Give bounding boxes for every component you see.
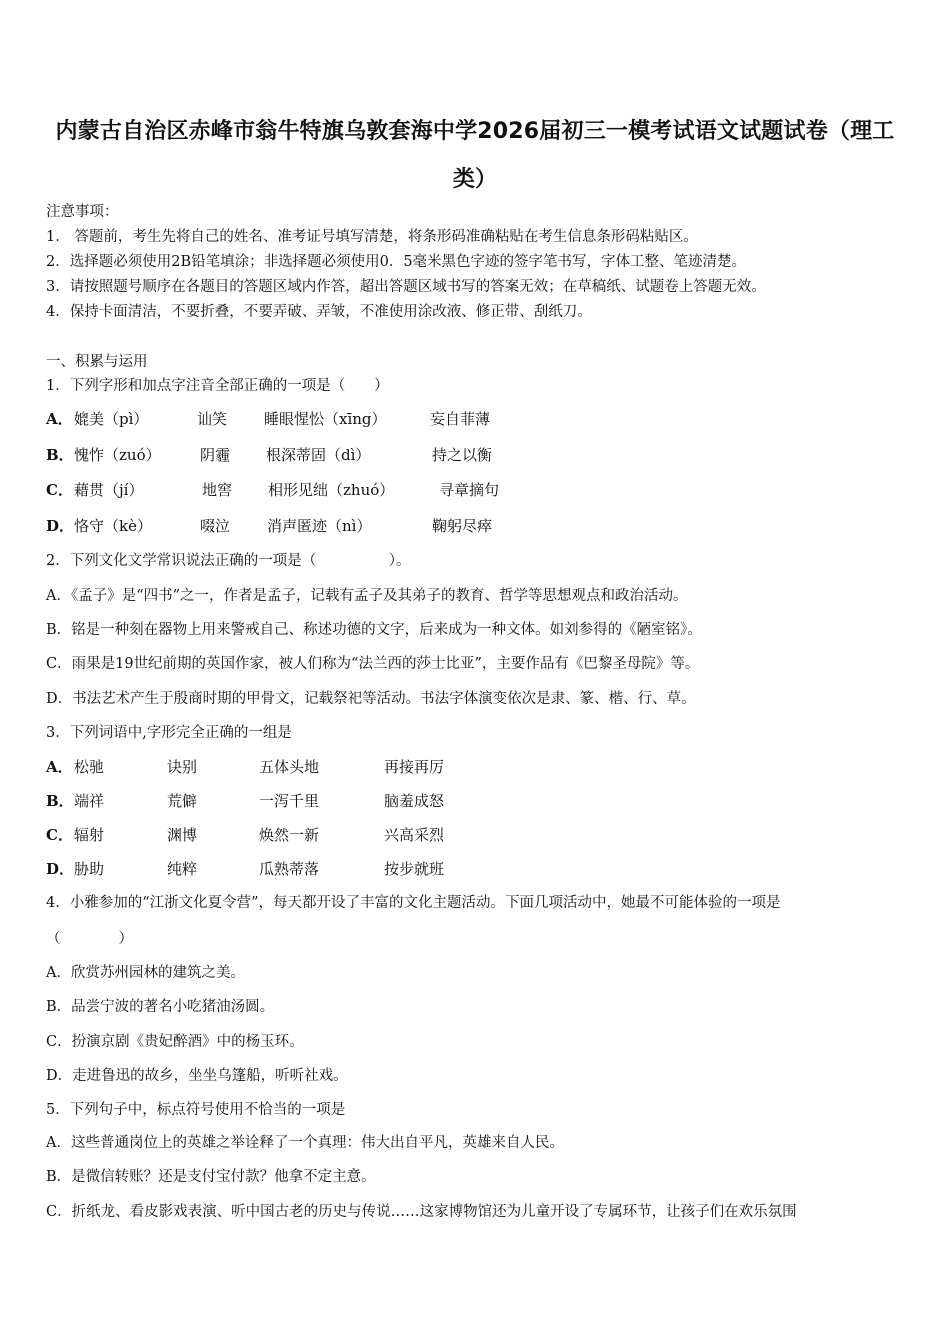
option-word: 消声匿迹（nì） — [267, 517, 372, 535]
option-word: 媲美（pì） — [74, 410, 149, 428]
option-word: 啜泣 — [200, 517, 231, 535]
option-word: 端祥 — [74, 792, 105, 810]
option-word: 鞠躬尽瘁 — [432, 517, 493, 535]
option-word: 地窖 — [202, 481, 233, 499]
option-word: 纯粹 — [167, 860, 198, 878]
question-4-option-d: D．走进鲁迅的故乡，坐坐乌篷船，听听社戏。 — [46, 1068, 348, 1084]
question-5-stem: 5．下列句子中，标点符号使用不恰当的一项是 — [46, 1102, 346, 1118]
question-1-option-a — [46, 408, 926, 430]
question-3-option-b — [46, 790, 926, 812]
question-2-option-d: D．书法艺术产生于殷商时期的甲骨文，记载祭祀等活动。书法字体演变依次是隶、篆、楷、行、草。 — [46, 691, 696, 707]
option-word: 根深蒂固（dì） — [266, 446, 371, 464]
exam-title-line2: 类） — [452, 167, 498, 192]
option-label: A． — [46, 410, 73, 428]
option-word: 讪笑 — [197, 410, 228, 428]
option-word: 兴高采烈 — [384, 826, 445, 844]
question-2-stem: 2．下列文化文学常识说法正确的一项是（ ）。 — [46, 553, 411, 569]
notice-heading: 注意事项： — [46, 204, 119, 220]
option-word: 脑羞成怒 — [384, 792, 445, 810]
option-word: 瓜熟蒂落 — [259, 860, 320, 878]
question-4-option-c: C．扮演京剧《贵妃醉酒》中的杨玉环。 — [46, 1034, 304, 1050]
question-2-option-b: B．铭是一种刻在器物上用来警戒自己、称述功德的文字，后来成为一种文体。如刘参得的《陋室铭》。 — [46, 622, 702, 638]
exam-title-line1: 内蒙古自治区赤峰市翁牛特旗乌敦套海中学2026届初三一模考试语文试题试卷（理工 — [55, 119, 895, 144]
question-2-option-a: A．《孟子》是“四书”之一，作者是孟子，记载有孟子及其弟子的教育、哲学等思想观点和政治活动。 — [46, 588, 688, 604]
option-word: 妄自菲薄 — [430, 410, 491, 428]
option-word: 荒僻 — [167, 792, 198, 810]
option-word: 辐射 — [74, 826, 105, 844]
option-word: 五体头地 — [259, 758, 320, 776]
option-label: B． — [46, 792, 74, 810]
question-3-option-a — [46, 756, 926, 778]
option-word: 持之以衡 — [432, 446, 493, 464]
exam-title — [40, 108, 910, 204]
option-word: 按步就班 — [384, 860, 445, 878]
option-label: B． — [46, 446, 74, 464]
question-3-stem: 3．下列词语中,字形完全正确的一组是 — [46, 725, 292, 741]
option-label: D． — [46, 860, 75, 878]
option-word: 诀别 — [167, 758, 198, 776]
section-heading: 一、积累与运用 — [46, 354, 148, 370]
option-label: A． — [46, 758, 73, 776]
question-4-option-b: B．品尝宁波的著名小吃猪油汤圆。 — [46, 999, 275, 1015]
notice-item: 4．保持卡面清洁，不要折叠，不要弄破、弄皱，不准使用涂改液、修正带、刮纸刀。 — [46, 304, 592, 320]
question-1-option-d — [46, 515, 926, 537]
notice-item: 3．请按照题号顺序在各题目的答题区域内作答，超出答题区域书写的答案无效；在草稿纸、试题卷上答题无效。 — [46, 279, 766, 295]
option-word: 相形见绌（zhuó） — [268, 481, 395, 499]
notice-item: 1． 答题前，考生先将自己的姓名、准考证号填写清楚，将条形码准确粘贴在考生信息条形码粘贴区。 — [46, 229, 698, 245]
option-word: 寻章摘句 — [439, 481, 500, 499]
option-label: C． — [46, 481, 73, 499]
notice-item: 2．选择题必须使用2B铅笔填涂；非选择题必须使用0．5毫米黑色字迹的签字笔书写，字体工整、笔迹清楚。 — [46, 254, 747, 270]
option-word: 一泻千里 — [259, 792, 320, 810]
option-word: 阴霾 — [200, 446, 231, 464]
question-2-option-c: C．雨果是19世纪前期的英国作家，被人们称为“法兰西的莎士比亚”，主要作品有《巴黎圣母院》等。 — [46, 656, 700, 672]
question-4-stem: 4．小雅参加的“江浙文化夏令营”，每天都开设了丰富的文化主题活动。下面几项活动中，她最不可能体验的一项是 — [46, 895, 781, 911]
question-3-option-c — [46, 824, 926, 846]
question-4-answer-blank: （ ） — [46, 931, 133, 947]
option-word: 焕然一新 — [259, 826, 320, 844]
option-word: 藉贯（jí） — [74, 481, 144, 499]
option-label: C． — [46, 826, 73, 844]
option-word: 胁助 — [74, 860, 105, 878]
question-5-option-b: B．是微信转账？还是支付宝付款？他拿不定主意。 — [46, 1169, 376, 1185]
question-1-stem: 1．下列字形和加点字注音全部正确的一项是（ ） — [46, 378, 389, 394]
option-label: D． — [46, 517, 75, 535]
question-3-option-d — [46, 858, 926, 880]
option-word: 再接再厉 — [384, 758, 445, 776]
option-word: 睡眼惺忪（xīng） — [264, 410, 387, 428]
question-1-option-b — [46, 444, 926, 466]
question-5-option-c: C．折纸龙、看皮影戏表演、听中国古老的历史与传说……这家博物馆还为儿童开设了专属环节，让孩子们在欢乐氛围 — [46, 1204, 797, 1220]
question-1-option-c — [46, 479, 926, 501]
option-word: 渊博 — [167, 826, 198, 844]
option-word: 松驰 — [74, 758, 105, 776]
question-4-option-a: A．欣赏苏州园林的建筑之美。 — [46, 965, 245, 981]
option-word: 愧怍（zuó） — [74, 446, 161, 464]
question-5-option-a: A．这些普通岗位上的英雄之举诠释了一个真理：伟大出自平凡，英雄来自人民。 — [46, 1135, 564, 1151]
option-word: 恪守（kè） — [74, 517, 152, 535]
